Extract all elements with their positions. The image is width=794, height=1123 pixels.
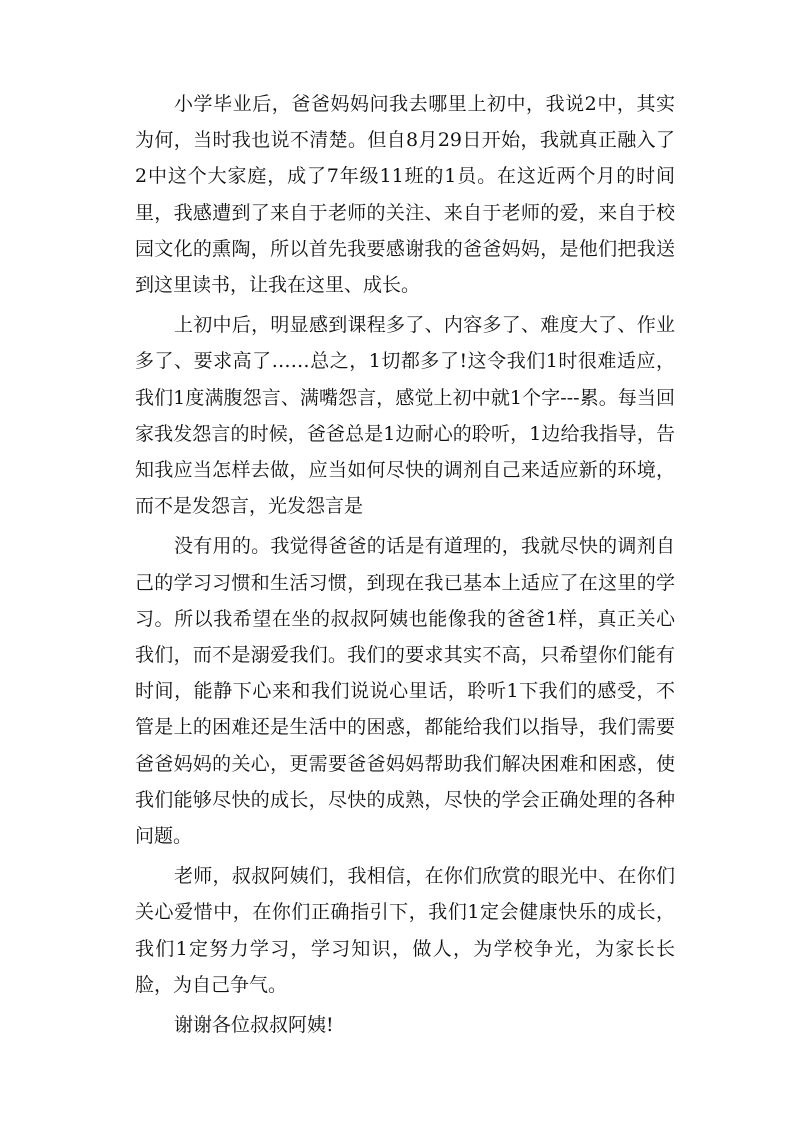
paragraph-1: 小学毕业后，爸爸妈妈问我去哪里上初中，我说2中，其实为何，当时我也说不清楚。但自8月29日开始，我就真正融入了2中这个大家庭，成了7年级11班的1员。在这近两个月的时间里，我感遭到了来自于老师的关注、来自于老师的爱，来自于校园文化的熏陶，所以首先我要感谢我的爸爸妈妈，是他们把我送到这里读书，让我在这里、成长。 (135, 93, 675, 297)
paragraph-3: 没有用的。我觉得爸爸的话是有道理的，我就尽快的调剂自己的学习习惯和生活习惯，到现在我已基本上适应了在这里的学习。所以我希望在坐的叔叔阿姨也能像我的爸爸1样，真正关心我们，而不是溺爱我们。我们的要求其实不高，只希望你们能有时间，能静下心来和我们说说心里话，聆听1下我们的感受，不管是上的困难还是生活中的困惑，都能给我们以指导，我们需要爸爸妈妈的关心，更需要爸爸妈妈帮助我们解决困难和困惑，使我们能够尽快的成长，尽快的成熟，尽快的学会正确处理的各种问题。 (135, 535, 675, 848)
document-body (135, 86, 675, 1047)
paragraph-5: 谢谢各位叔叔阿姨! (174, 1014, 334, 1037)
paragraph-4: 老师，叔叔阿姨们，我相信，在你们欣赏的眼光中、在你们关心爱惜中，在你们正确指引下，我们1定会健康快乐的成长，我们1定努力学习，学习知识，做人，为学校争光，为家长长脸，为自己争气。 (135, 865, 675, 996)
paragraph-2: 上初中后，明显感到课程多了、内容多了、难度大了、作业多了、要求高了……总之，1切都多了!这令我们1时很难适应，我们1度满腹怨言、满嘴怨言，感觉上初中就1个字---累。每当回家我发怨言的时候，爸爸总是1边耐心的聆听，1边给我指导，告知我应当怎样去做，应当如何尽快的调剂自己来适应新的环境，而不是发怨言，光发怨言是 (135, 314, 675, 518)
